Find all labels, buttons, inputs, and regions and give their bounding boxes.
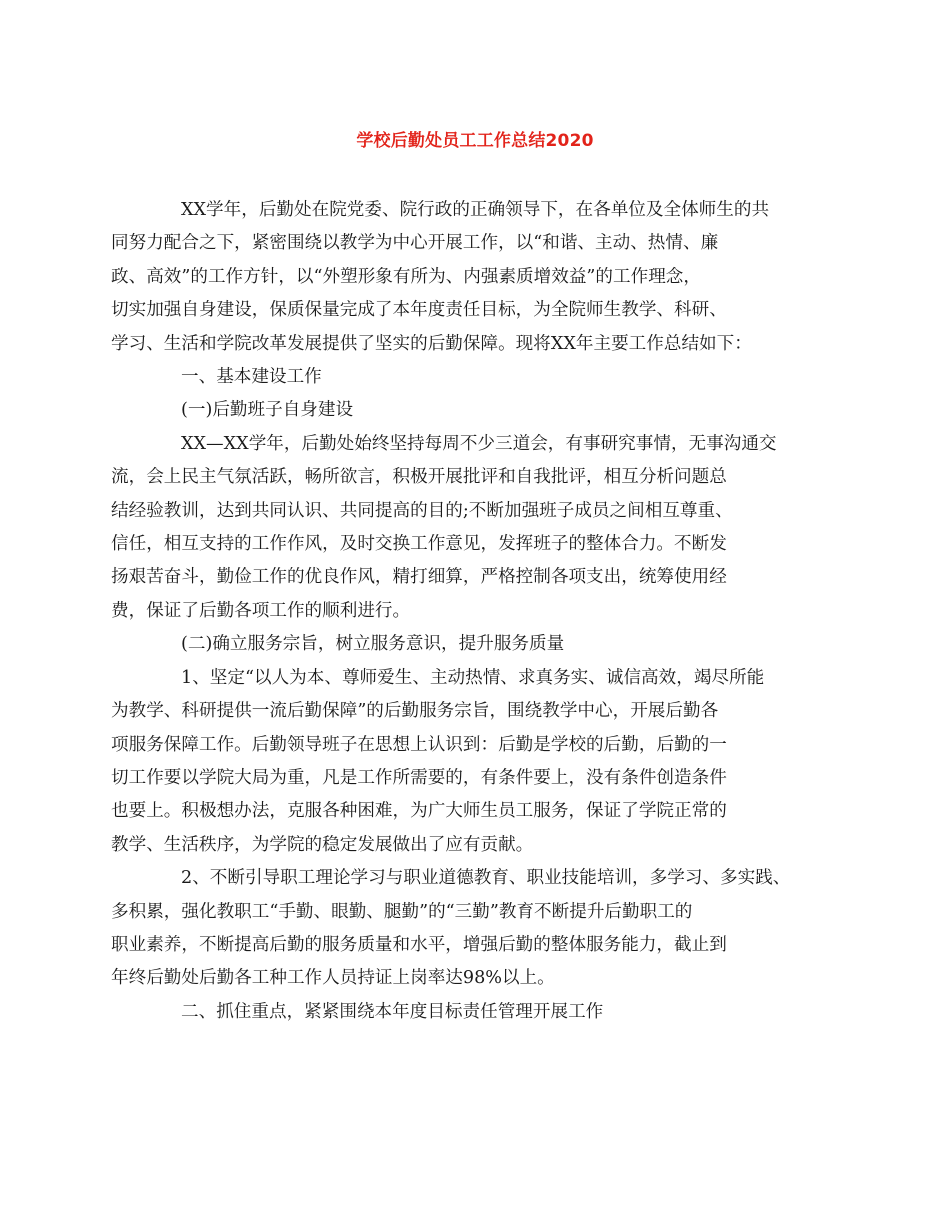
document-body — [111, 194, 832, 1029]
section-heading — [146, 361, 832, 394]
text-line: 一、基本建设工作 — [181, 367, 322, 388]
text-line: 二、抓住重点，紧紧围绕本年度目标责任管理开展工作 — [181, 1001, 604, 1022]
text-line: 切工作要以学院大局为重，凡是工作所需要的，有条件要上，没有条件创造条件 — [111, 767, 727, 788]
text-line: 2、不断引导职工理论学习与职业道德教育、职业技能培训，多学习、多实践、 — [181, 868, 791, 889]
text-line: 学习、生活和学院改革发展提供了坚实的后勤保障。现将XX年主要工作总结如下： — [111, 333, 752, 354]
paragraph-intro — [111, 194, 832, 361]
text-line: 项服务保障工作。后勤领导班子在思想上认识到：后勤是学校的后勤，后勤的一 — [111, 734, 727, 755]
text-line: 流，会上民主气氛活跃，畅所欲言，积极开展批评和自我批评，相互分析问题总 — [111, 467, 727, 488]
text-line: (一)后勤班子自身建设 — [181, 400, 354, 421]
subsection-heading — [146, 628, 832, 661]
section-heading — [146, 996, 832, 1029]
text-line: 多积累，强化教职工“手勤、眼勤、腿勤”的“三勤”教育不断提升后勤职工的 — [111, 901, 693, 922]
text-line: 费，保证了后勤各项工作的顺利进行。 — [111, 600, 411, 621]
text-line: 1、坚定“以人为本、尊师爱生、主动热情、求真务实、诚信高效，竭尽所能 — [181, 667, 765, 688]
paragraph-service-purpose — [111, 662, 832, 862]
text-line: 切实加强自身建设，保质保量完成了本年度责任目标，为全院师生教学、科研、 — [111, 300, 727, 321]
document-title: 学校后勤处员工工作总结2020 — [356, 131, 594, 151]
paragraph-team-building — [111, 428, 832, 628]
text-line: 为教学、科研提供一流后勤保障”的后勤服务宗旨，围绕教学中心，开展后勤各 — [111, 701, 719, 722]
text-line: 政、高效”的工作方针，以“外塑形象有所为、内强素质增效益”的工作理念， — [111, 266, 701, 287]
text-line: XX学年，后勤处在院党委、院行政的正确领导下，在各单位及全体师生的共 — [181, 200, 770, 220]
text-line: 扬艰苦奋斗，勤俭工作的优良作风，精打细算，严格控制各项支出，统筹使用经 — [111, 567, 727, 588]
text-line: 也要上。积极想办法，克服各种困难，为广大师生员工服务，保证了学院正常的 — [111, 801, 727, 822]
text-line: (二)确立服务宗旨，树立服务意识，提升服务质量 — [181, 634, 565, 655]
text-line: 教学、生活秩序，为学院的稳定发展做出了应有贡献。 — [111, 834, 534, 855]
subsection-heading — [146, 394, 832, 427]
text-line: 同努力配合之下，紧密围绕以教学为中心开展工作，以“和谐、主动、热情、廉 — [111, 233, 719, 254]
text-line: XX—XX学年，后勤处始终坚持每周不少三道会，有事研究事情，无事沟通交 — [181, 433, 777, 454]
text-line: 职业素养，不断提高后勤的服务质量和水平，增强后勤的整体服务能力，截止到 — [111, 934, 727, 955]
paragraph-staff-training — [111, 862, 832, 996]
text-line: 年终后勤处后勤各工种工作人员持证上岗率达98%以上。 — [111, 968, 555, 989]
text-line: 信任，相互支持的工作作风，及时交换工作意见，发挥班子的整体合力。不断发 — [111, 534, 727, 555]
text-line: 结经验教训，达到共同认识、共同提高的目的;不断加强班子成员之间相互尊重、 — [111, 500, 733, 521]
